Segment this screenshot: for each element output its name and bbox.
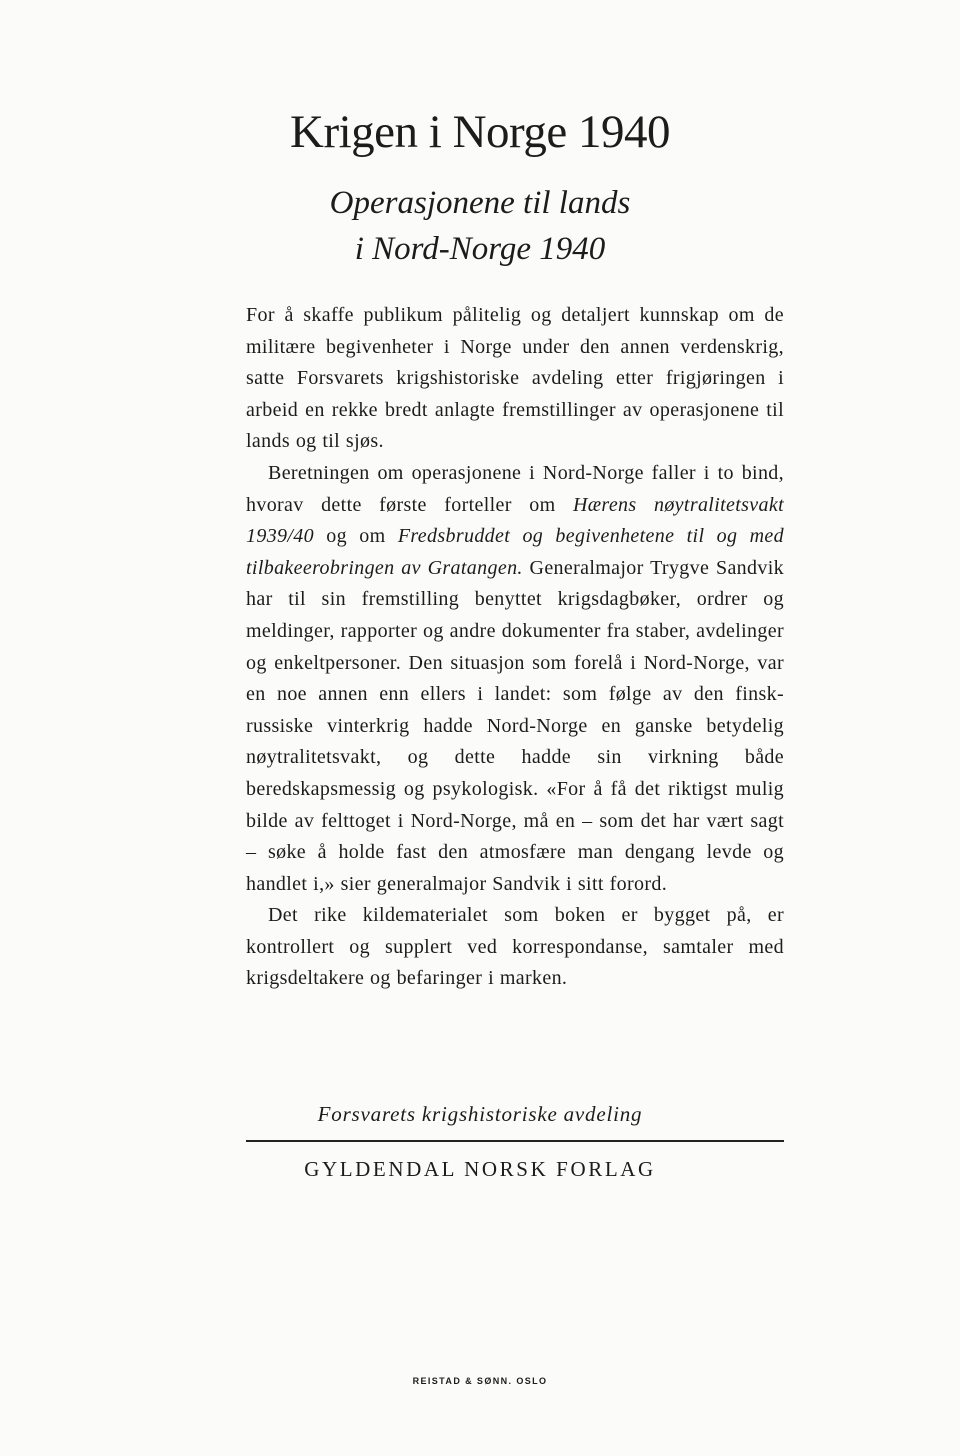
blurb-text bbox=[246, 300, 784, 995]
paragraph-2-text-a: Beretningen om operasjonene i Nord-Norge faller i to bind, hvorav dette første forteller om bbox=[246, 461, 784, 516]
paragraph-2-text-b: og om bbox=[314, 525, 398, 548]
paragraph-3: Det rike kildematerialet som boken er bygget på, er kontrollert og supplert ved korrespondanse, samtaler med krigsdeltakere og befaringer i marken. bbox=[246, 904, 784, 990]
italic-title-outbreak: Fredsbruddet og begivenhetene til og med tilbakeerobringen av Gratangen. bbox=[246, 525, 784, 579]
italic-title-neutrality-watch: Hærens nøytralitetsvakt 1939/40 bbox=[246, 493, 785, 548]
book-subtitle bbox=[0, 180, 960, 272]
divider-rule bbox=[246, 1140, 784, 1142]
subtitle-line-1: Operasjonene til lands bbox=[329, 185, 631, 221]
printer-imprint: REISTAD & SØNN. OSLO bbox=[412, 1376, 548, 1386]
author-signature: Forsvarets krigshistoriske avdeling bbox=[317, 1102, 643, 1126]
book-title: Krigen i Norge 1940 bbox=[290, 106, 670, 158]
publisher-name: GYLDENDAL NORSK FORLAG bbox=[304, 1157, 656, 1181]
paragraph-2-text-c: Generalmajor Trygve Sandvik har til sin fremstilling benyttet krigsdagbøker, ordrer og meldinger, rapporter og andre dokumenter fra staber, avdelinger og enkeltpersoner. Den situasjon som forelå i Nord-Norge, var en noe annen enn ellers i landet: som følge av den finsk-russiske vinterkrig hadde Nord-Norge en ganske betydelig nøytralitetsvakt, og dette hadde sin virkning både beredskapsmessig og psykologisk. «For å få det riktigst mulig bilde av felttoget i Nord-Norge, må en – som det har vært sagt – søke å holde fast den atmosfære man dengang levde og handlet i,» sier generalmajor Sandvik i sitt forord. bbox=[246, 556, 784, 895]
paragraph-2 bbox=[246, 458, 784, 900]
paragraph-1: For å skaffe publikum pålitelig og detaljert kunnskap om de militære begivenheter i Norge under den annen verdenskrig, satte Forsvarets krigshistoriske avdeling etter frigjøringen i arbeid en rekke bredt anlagte fremstillinger av operasjonene til lands og til sjøs. bbox=[246, 304, 784, 453]
subtitle-line-2: i Nord-Norge 1940 bbox=[354, 231, 606, 267]
